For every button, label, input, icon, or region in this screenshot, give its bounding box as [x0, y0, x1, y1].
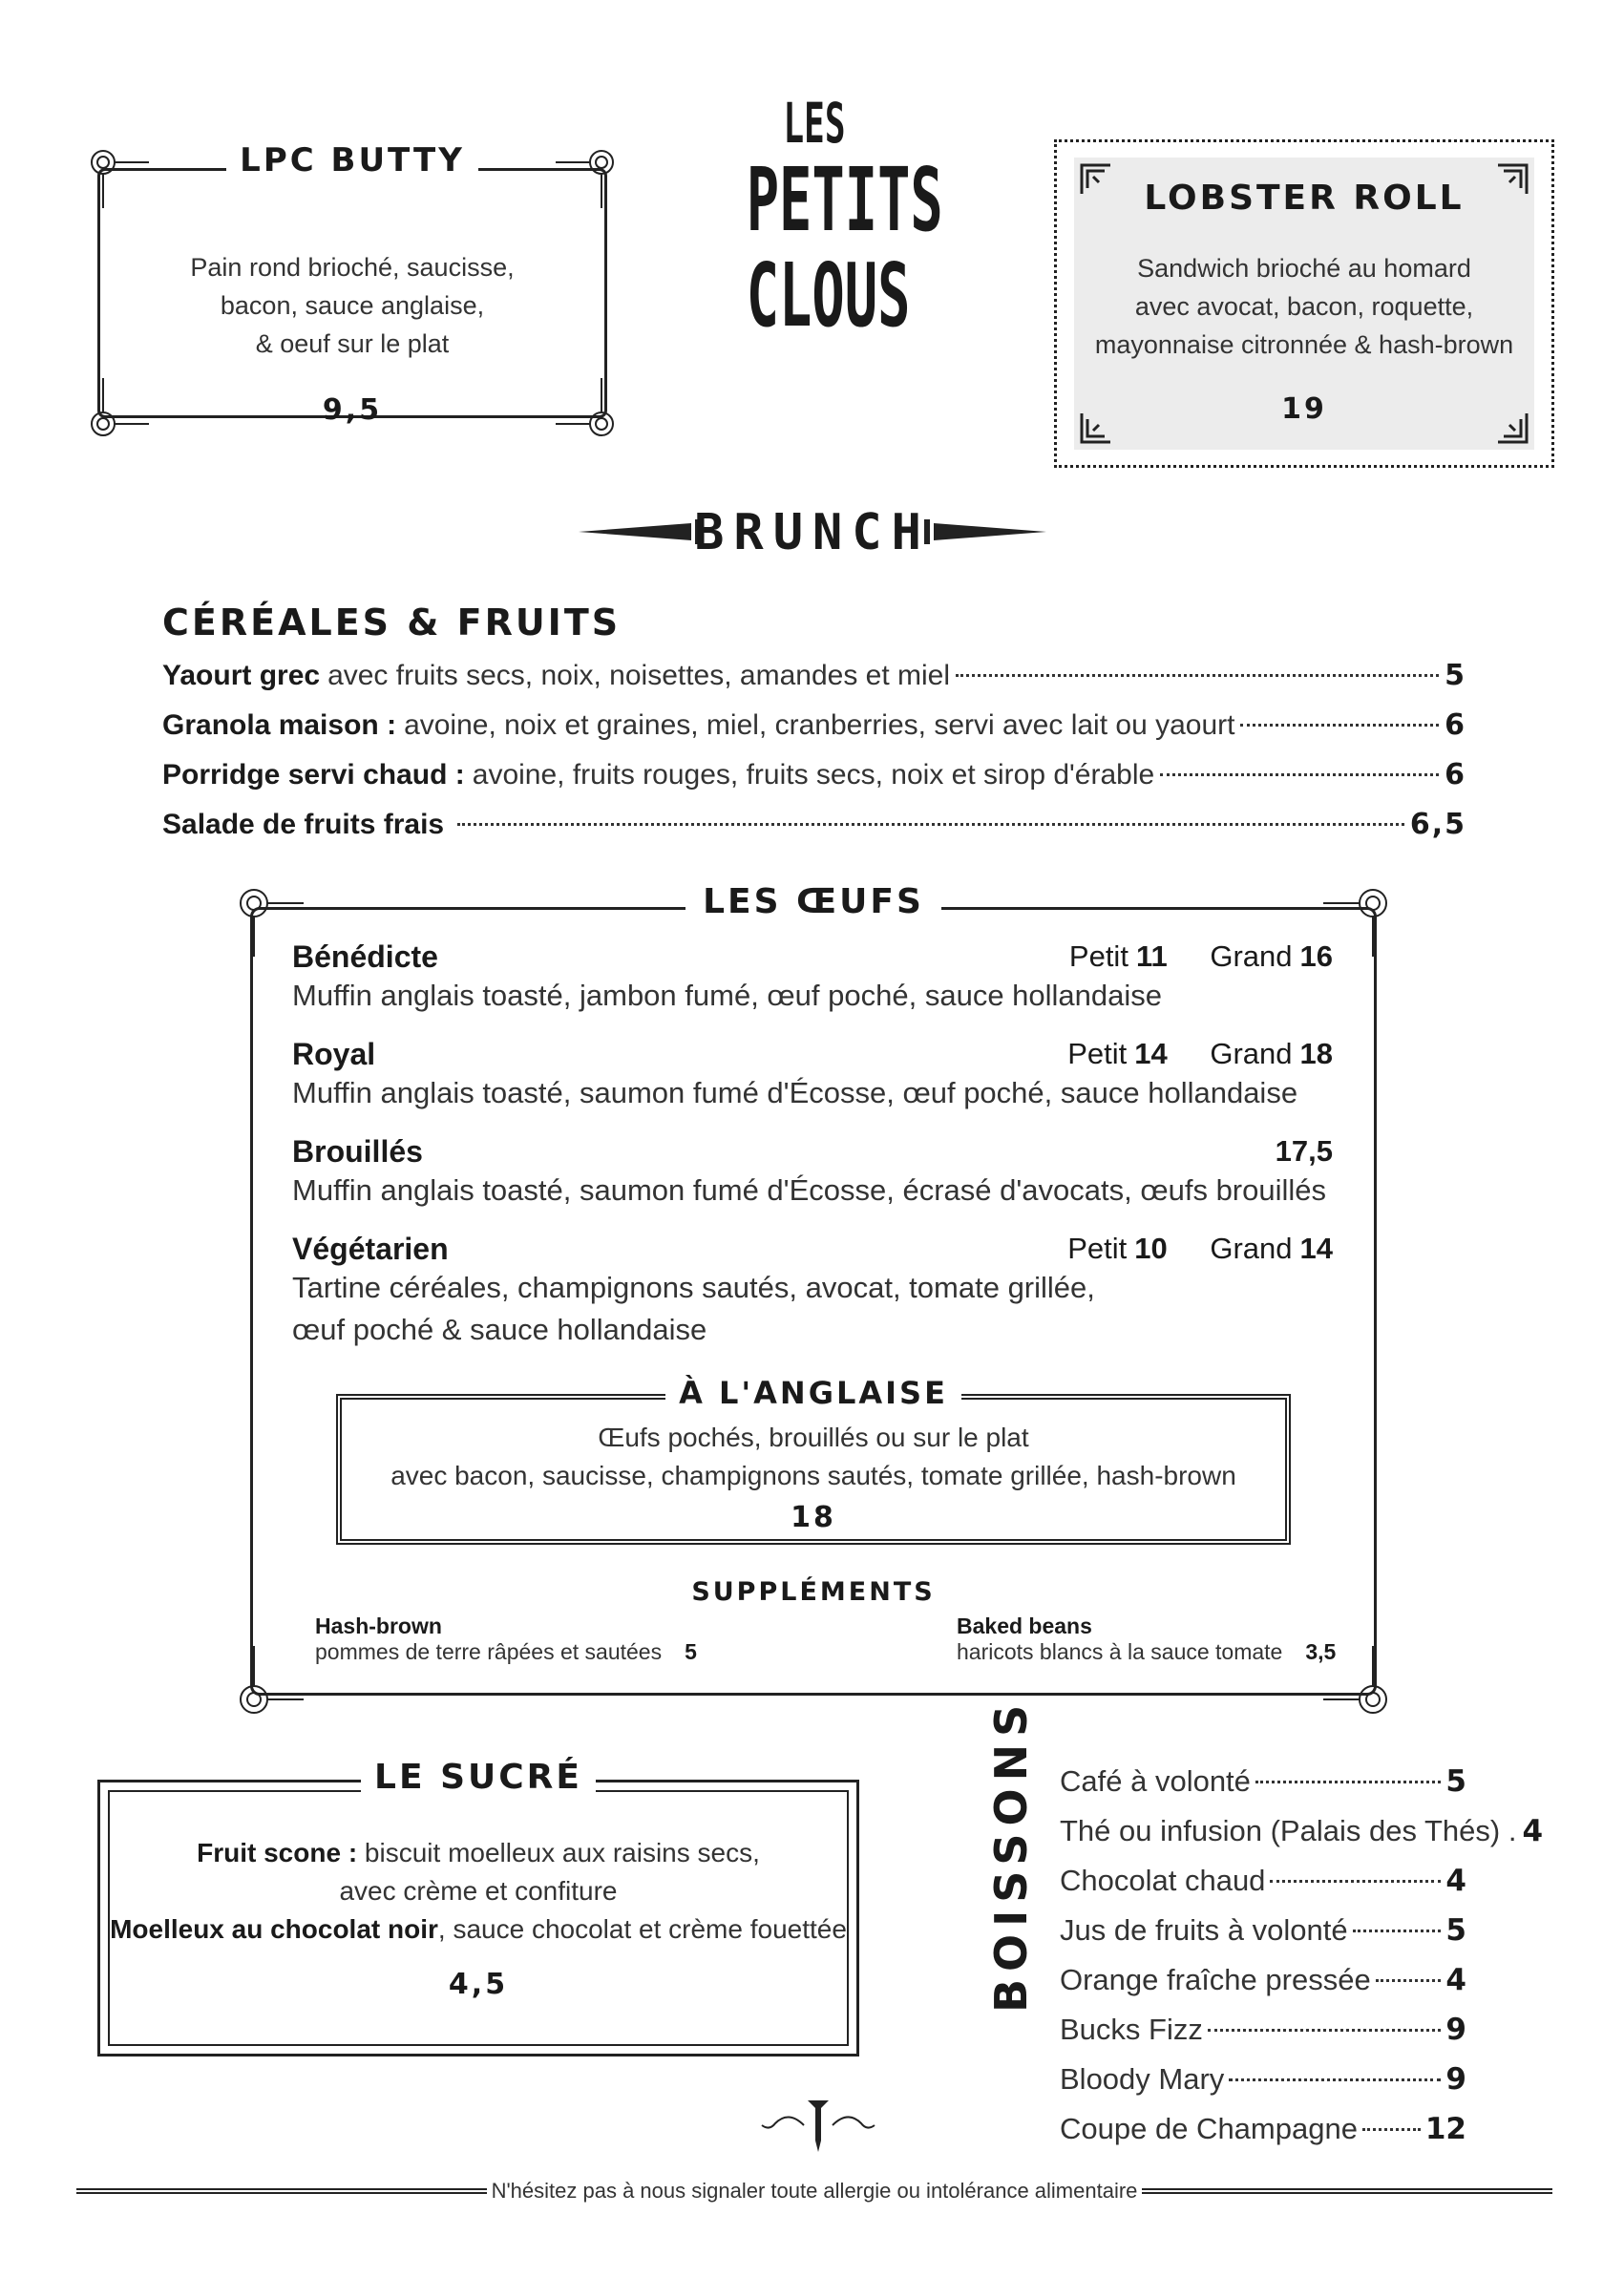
butty-desc-line: bacon, sauce anglaise,: [220, 291, 485, 320]
sucre-box: [97, 1758, 859, 2057]
egg-item: [292, 1037, 1333, 1114]
item-desc: Tartine céréales, champignons sautés, avocat, tomate grillée,: [292, 1271, 1095, 1304]
lobster-desc-line: avec avocat, bacon, roquette,: [1134, 292, 1474, 321]
item-name: Porridge servi chaud :: [162, 759, 465, 791]
item-desc: pommes de terre râpées et sautées: [315, 1639, 663, 1664]
item-desc: Muffin anglais toasté, jambon fumé, œuf poché, sauce hollandaise: [292, 979, 1163, 1012]
price-label: Petit: [1067, 1232, 1128, 1265]
lobster-description: [1057, 249, 1551, 364]
price-label: Grand: [1210, 1232, 1293, 1265]
item-price: 9: [1445, 2062, 1466, 2097]
butty-price: 9,5: [322, 393, 383, 427]
item-name: Bloody Mary: [1060, 2062, 1225, 2096]
drink-item: [1060, 1814, 1544, 1860]
anglaise-box: [315, 1375, 1312, 1564]
item-price: 5: [1445, 1913, 1466, 1948]
menu-item: [162, 659, 1466, 701]
price-value: 14: [1299, 1232, 1333, 1265]
sucre-description: [100, 1834, 856, 1949]
drink-item: [1060, 1913, 1466, 1959]
butty-desc-line: & oeuf sur le plat: [255, 329, 450, 358]
lpc-butty-card: [82, 141, 622, 445]
supplement-item: [957, 1614, 1336, 1665]
dot-leader: [1255, 1781, 1442, 1783]
item-prices: [1067, 1232, 1333, 1266]
item-name: Yaourt grec: [162, 660, 321, 691]
item-price: 6,5: [1409, 808, 1466, 841]
item-name: Royal: [292, 1037, 376, 1071]
item-price: 5: [1445, 659, 1466, 692]
item-name: Bénédicte: [292, 939, 438, 974]
item-name: Baked beans: [957, 1614, 1092, 1638]
nail-ornament-icon: [760, 2097, 876, 2156]
item-name: Coupe de Champagne: [1060, 2112, 1358, 2145]
brunch-title: BRUNCH: [694, 504, 931, 561]
item-name: Végétarien: [292, 1232, 449, 1266]
item-name: Fruit scone :: [197, 1838, 358, 1867]
item-price: 4: [1445, 1963, 1466, 1997]
footer-rule: [76, 2188, 487, 2194]
boissons-title: BOISSONS: [985, 1697, 1037, 2013]
item-desc: avoine, fruits rouges, fruits secs, noix et sirop d'érable: [472, 759, 1155, 791]
item-desc: avoine, noix et graines, miel, cranberries, servi avec lait ou yaourt: [404, 709, 1235, 741]
item-prices: [1268, 1134, 1333, 1169]
dot-leader: [1240, 724, 1439, 727]
menu-item: [162, 708, 1466, 750]
item-price: 6: [1445, 758, 1466, 791]
drink-item: [1060, 1764, 1466, 1810]
brunch-banner: [579, 496, 1046, 565]
price-value: 18: [1299, 1037, 1333, 1070]
item-desc: avec fruits secs, noix, noisettes, amandes et miel: [327, 660, 951, 691]
item-desc: œuf poché & sauce hollandaise: [292, 1313, 707, 1346]
dot-leader: [1208, 2029, 1442, 2032]
egg-item: [292, 939, 1333, 1017]
item-price: 5: [685, 1639, 697, 1664]
price-label: Petit: [1067, 1037, 1128, 1070]
allergy-note: N'hésitez pas à nous signaler toute allergie ou intolérance alimentaire: [491, 2179, 1138, 2203]
supplements-title: SUPPLÉMENTS: [691, 1577, 936, 1607]
item-name: Salade de fruits frais: [162, 809, 445, 840]
price-value: 17,5: [1275, 1134, 1333, 1168]
item-name: Brouillés: [292, 1134, 423, 1169]
sucre-title: LE SUCRÉ: [361, 1758, 596, 1797]
anglaise-description: [315, 1419, 1312, 1495]
egg-item: [292, 1232, 1333, 1351]
butty-desc-line: Pain rond brioché, saucisse,: [190, 253, 515, 282]
drink-item: [1060, 2112, 1466, 2158]
item-prices: [1067, 1037, 1333, 1071]
lobster-roll-card: [1054, 139, 1554, 468]
price-label: Grand: [1210, 939, 1293, 973]
item-price: 4: [1445, 1864, 1466, 1898]
drink-item: [1060, 2062, 1466, 2108]
item-price: 5: [1445, 1764, 1466, 1799]
dot-leader: [1376, 1979, 1442, 1982]
item-name: Orange fraîche pressée: [1060, 1963, 1371, 1996]
item-name: Hash-brown: [315, 1614, 442, 1638]
price-value: 14: [1134, 1037, 1168, 1070]
footer-rule: [1142, 2188, 1552, 2194]
logo-line: CLOUS: [746, 244, 911, 347]
lobster-desc-line: Sandwich brioché au homard: [1137, 254, 1471, 283]
item-desc: Muffin anglais toasté, saumon fumé d'Écosse, œuf poché, sauce hollandaise: [292, 1076, 1298, 1109]
price-label: Grand: [1210, 1037, 1293, 1070]
item-name: Moelleux au chocolat noir: [110, 1914, 438, 1944]
drink-item: [1060, 1963, 1466, 2009]
item-desc: avec crème et confiture: [339, 1876, 618, 1906]
price-value: 10: [1134, 1232, 1168, 1265]
menu-item: [162, 808, 1466, 850]
item-price: 12: [1424, 2112, 1466, 2146]
item-name: Café à volonté: [1060, 1764, 1251, 1798]
item-price: 6: [1445, 708, 1466, 742]
drink-item: [1060, 1864, 1466, 1909]
item-name: Bucks Fizz: [1060, 2013, 1203, 2046]
drink-item: [1060, 2013, 1466, 2058]
item-price: 3,5: [1305, 1639, 1337, 1664]
anglaise-desc-line: Œufs pochés, brouillés ou sur le plat: [598, 1423, 1029, 1452]
item-desc: biscuit moelleux aux raisins secs,: [364, 1838, 760, 1867]
dot-leader: [956, 674, 1439, 677]
dot-leader: [1229, 2078, 1441, 2081]
lobster-price: 19: [1281, 392, 1327, 426]
dot-leader: [1270, 1880, 1441, 1883]
anglaise-price: 18: [791, 1501, 836, 1534]
price-value: 16: [1299, 939, 1333, 973]
butty-description: [120, 248, 584, 363]
supplement-item: [315, 1614, 697, 1665]
oeufs-title: LES ŒUFS: [685, 882, 941, 921]
lobster-title: LOBSTER ROLL: [1144, 179, 1465, 218]
anglaise-title: À L'ANGLAISE: [665, 1375, 961, 1411]
butty-title: LPC BUTTY: [226, 141, 478, 179]
sucre-price: 4,5: [448, 1968, 509, 2001]
egg-item: [292, 1134, 1333, 1212]
item-name: Granola maison :: [162, 709, 397, 741]
item-name: Chocolat chaud: [1060, 1864, 1266, 1897]
item-name: Jus de fruits à volonté: [1060, 1913, 1348, 1947]
dot-leader: [457, 823, 1404, 826]
logo-line: LES: [783, 91, 846, 156]
price-label: Petit: [1068, 939, 1128, 973]
item-desc: , sauce chocolat et crème fouettée: [437, 1914, 847, 1944]
logo-line: PETITS: [746, 149, 943, 251]
logo: [705, 91, 943, 378]
item-prices: [1069, 939, 1333, 974]
dot-leader: [1160, 773, 1439, 776]
anglaise-desc-line: avec bacon, saucisse, champignons sautés, tomate grillée, hash-brown: [390, 1461, 1236, 1490]
item-price: 4: [1522, 1814, 1544, 1848]
lobster-desc-line: mayonnaise citronnée & hash-brown: [1094, 330, 1514, 359]
cereales-title: CÉRÉALES & FRUITS: [162, 601, 622, 643]
menu-item: [162, 758, 1466, 800]
item-name: Thé ou infusion (Palais des Thés) .: [1060, 1814, 1517, 1847]
dot-leader: [1362, 2128, 1421, 2131]
item-desc: Muffin anglais toasté, saumon fumé d'Écosse, écrasé d'avocats, œufs brouillés: [292, 1173, 1327, 1207]
item-desc: haricots blancs à la sauce tomate: [957, 1639, 1283, 1664]
dot-leader: [1353, 1930, 1442, 1932]
item-price: 9: [1445, 2013, 1466, 2047]
price-value: 11: [1135, 939, 1168, 973]
